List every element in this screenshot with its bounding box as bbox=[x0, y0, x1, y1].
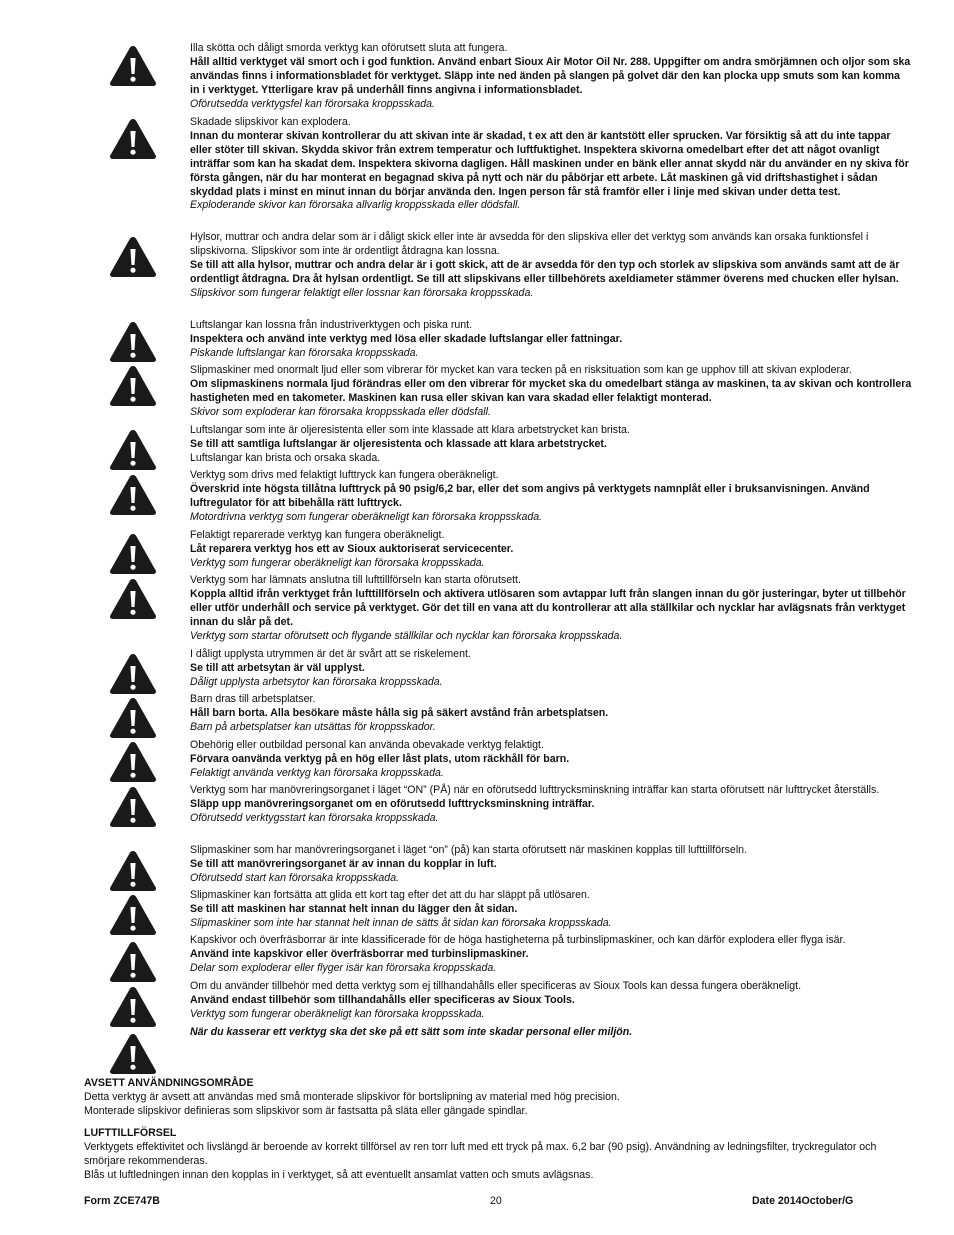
section-paragraph: Monterade slipskivor definieras som slipskivor som är fastsatta på släta eller gängade spindlar. bbox=[84, 1104, 528, 1117]
action-text: Se till att manövreringsorganet är av innan du kopplar in luft. bbox=[190, 857, 497, 870]
form-number: Form ZCE747B bbox=[84, 1195, 160, 1207]
warning-block bbox=[190, 469, 912, 525]
result-text: Verktyg som fungerar oberäkneligt kan förorsaka kroppsskada. bbox=[190, 1007, 485, 1020]
result-text: Oförutsedd verktygsstart kan förorsaka kroppsskada. bbox=[190, 811, 439, 824]
hazard-text: Verktyg som har lämnats anslutna till lufttillförseln kan starta oförutsett. bbox=[190, 574, 521, 586]
hazard-text: Kapskivor och överfräsborrar är inte klassificerade för de höga hastigheterna på turbinslipmaskiner, och kan därför explodera eller flyga isär. bbox=[190, 934, 846, 946]
warning-icon bbox=[108, 577, 158, 621]
result-text: Oförutsedda verktygsfel kan förorsaka kroppsskada. bbox=[190, 97, 435, 110]
result-text: Verktyg som startar oförutsett och flygande ställkilar och nycklar kan förorsaka kroppsskada. bbox=[190, 629, 623, 642]
action-text: Om slipmaskinens normala ljud förändras eller om den vibrerar för mycket ska du omedelbart stänga av maskinen, ta av skivan och kontrollera hastigheten med en takometer. Maskinen kan rusa eller skivan kan vara skadad eller felaktigt monterad. bbox=[190, 377, 912, 404]
warning-icon bbox=[108, 740, 158, 784]
warning-block bbox=[190, 739, 912, 781]
warning-block bbox=[190, 844, 912, 886]
result-text: Verktyg som fungerar oberäkneligt kan förorsaka kroppsskada. bbox=[190, 556, 485, 569]
hazard-text: Verktyg som drivs med felaktigt lufttryck kan fungera oberäkneligt. bbox=[190, 469, 499, 481]
action-text: Se till att alla hylsor, muttrar och andra delar är i gott skick, att de är avsedda för den typ och storlek av slipskiva som används samt att de är ordentligt åtdragna. Dra åt hylsan ordentligt. Se till att slipskivans eller tillbehörets axeldiameter stämmer överens med chucken eller hylsan. bbox=[190, 258, 900, 285]
warning-icon bbox=[108, 320, 158, 364]
result-text: Dåligt upplysta arbetsytor kan förorsaka kroppsskada. bbox=[190, 675, 443, 688]
result-text: Delar som exploderar eller flyger isär kan förorsaka kroppsskada. bbox=[190, 961, 497, 974]
warning-icon bbox=[108, 44, 158, 88]
hazard-text: Slipmaskiner som har manövreringsorganet i läget “on” (på) kan starta oförutsett när maskinen kopplas till lufttillförseln. bbox=[190, 844, 748, 856]
result-text: Slipskivor som fungerar felaktigt eller lossnar kan förorsaka kroppsskada. bbox=[190, 286, 534, 299]
warning-block bbox=[190, 784, 912, 826]
section-paragraph: Verktygets effektivitet och livslängd är beroende av korrekt tillförsel av ren torr luft med ett tryck på max. 6,2 bar (90 psig). Användning av ledningsfilter, tryckregulator och smörjare rekommenderas. bbox=[84, 1140, 877, 1167]
hazard-text: Obehörig eller outbildad personal kan använda obevakade verktyg felaktigt. bbox=[190, 739, 544, 751]
result-text: Piskande luftslangar kan förorsaka kroppsskada. bbox=[190, 346, 419, 359]
warning-icon bbox=[108, 785, 158, 829]
action-text: Se till att samtliga luftslangar är oljeresistenta och klassade att klara arbetstrycket. bbox=[190, 437, 607, 450]
action-text: Förvara oanvända verktyg på en hög eller låst plats, utom räckhåll för barn. bbox=[190, 752, 570, 765]
action-text: Inspektera och använd inte verktyg med lösa eller skadade luftslangar eller fattningar. bbox=[190, 332, 623, 345]
warning-icon bbox=[108, 428, 158, 472]
warning-icon bbox=[108, 473, 158, 517]
warning-block bbox=[190, 693, 912, 735]
action-text: Använd inte kapskivor eller överfräsborrar med turbinslipmaskiner. bbox=[190, 947, 529, 960]
warning-icon bbox=[108, 364, 158, 408]
result-text: Motordrivna verktyg som fungerar oberäkneligt kan förorsaka kroppsskada. bbox=[190, 510, 543, 523]
warning-icon bbox=[108, 117, 158, 161]
warning-block bbox=[190, 364, 912, 420]
action-text: Använd endast tillbehör som tillhandahålls eller specificeras av Sioux Tools. bbox=[190, 993, 575, 1006]
action-text: Innan du monterar skivan kontrollerar du att skivan inte är skadad, t ex att den är kantstött eller sprucken. Var försiktig så att du inte tappar eller stöter till skivan. Skydda skivor från extrem temperatur och luftfuktighet. Inspektera skivorna omedelbart efter det att något ovanligt inträffar som kan ha skadat dem. Inspektera skivorna dagligen. Håll maskinen under en bänk eller annat skydd när du använder en ny skiva för första gången, när du har monterat en begagnad skiva på nytt och när du påbörjar ett arbete. Låt maskinen gå vid driftshastighet i sådan skyddad plats i minst en minut innan du börjar använda den. Ingen person får stå framför eller i linje med skivan under detta test. bbox=[190, 129, 909, 198]
hazard-text: Luftslangar kan lossna från industriverktygen och piska runt. bbox=[190, 319, 473, 331]
warning-block bbox=[190, 424, 912, 466]
result-text: Luftslangar kan brista och orsaka skada. bbox=[190, 451, 381, 464]
hazard-text: Illa skötta och dåligt smorda verktyg kan oförutsett sluta att fungera. bbox=[190, 42, 508, 54]
warning-block bbox=[190, 980, 912, 1022]
action-text: Håll alltid verktyget väl smort och i god funktion. Använd enbart Sioux Air Motor Oil Nr. 288. Uppgifter om andra smörjämnen och oljor som ska användas finns i informationsbladet för verktyget. Släpp inte ned änden på slangen på golvet där den kan plocka upp smuts som kan komma in i verktyget. Ytterligare krav på underhåll finns angivna i informationsbladet. bbox=[190, 55, 911, 96]
warning-icon bbox=[108, 1032, 158, 1076]
form-date: Date 2014October/G bbox=[752, 1195, 854, 1207]
warning-icon bbox=[108, 696, 158, 740]
result-text: Exploderande skivor kan förorsaka allvarlig kroppsskada eller dödsfall. bbox=[190, 199, 521, 212]
hazard-text: Hylsor, muttrar och andra delar som är i dåligt skick eller inte är avsedda för den slipskiva eller det verktyg som används kan orsaka funktionsfel i slipskivorna. Slipskivor som inte är ordentligt åtdragna kan lossna. bbox=[190, 231, 869, 257]
warning-block bbox=[190, 574, 912, 644]
result-text: Skivor som exploderar kan förorsaka kroppsskada eller dödsfall. bbox=[190, 405, 491, 418]
page-number: 20 bbox=[490, 1195, 502, 1207]
intended-use-section bbox=[84, 1077, 914, 1119]
hazard-text: Skadade slipskivor kan explodera. bbox=[190, 116, 351, 128]
warning-block bbox=[190, 231, 912, 301]
hazard-text: Om du använder tillbehör med detta verktyg som ej tillhandahålls eller specificeras av Sioux Tools kan dessa fungera oberäkneligt. bbox=[190, 980, 802, 992]
warning-block bbox=[190, 648, 912, 690]
section-paragraph: Detta verktyg är avsett att användas med små monterade slipskivor för bortslipning av material med hög precision. bbox=[84, 1090, 620, 1103]
warning-block bbox=[190, 934, 912, 976]
warning-icon bbox=[108, 235, 158, 279]
action-text: Släpp upp manövreringsorganet om en oförutsedd lufttrycksminskning inträffar. bbox=[190, 797, 595, 810]
result-text: Oförutsedd start kan förorsaka kroppsskada. bbox=[190, 871, 400, 884]
hazard-text: I dåligt upplysta utrymmen är det är svårt att se riskelement. bbox=[190, 648, 471, 660]
action-text: Koppla alltid ifrån verktyget från lufttillförseln och aktivera utlösaren som avtappar luft från slangen innan du gör justeringar, byter ut tillbehör eller utför underhåll och service på verktyget. Gör det till en vana att du kontrollerar att alla ställkilar och nycklar har avlägsnats från verktyget innan du slår på det. bbox=[190, 587, 906, 628]
result-text: Felaktigt använda verktyg kan förorsaka kroppsskada. bbox=[190, 766, 444, 779]
warning-block bbox=[190, 319, 912, 361]
warning-icon bbox=[108, 849, 158, 893]
action-text: Håll barn borta. Alla besökare måste hålla sig på säkert avstånd från arbetsplatsen. bbox=[190, 706, 609, 719]
warning-block bbox=[190, 116, 912, 213]
section-heading: AVSETT ANVÄNDNINGSOMRÅDE bbox=[84, 1077, 254, 1089]
warning-icon bbox=[108, 532, 158, 576]
result-text: Slipmaskiner som inte har stannat helt innan de sätts åt sidan kan förorsaka kroppsskada. bbox=[190, 916, 612, 929]
warning-block bbox=[190, 889, 912, 931]
hazard-text: Luftslangar som inte är oljeresistenta eller som inte klassade att klara arbetstrycket kan brista. bbox=[190, 424, 630, 436]
warning-icon bbox=[108, 940, 158, 984]
hazard-text: Slipmaskiner kan fortsätta att glida ett kort tag efter det att du har släppt på utlösaren. bbox=[190, 889, 590, 901]
disposal-note: När du kasserar ett verktyg ska det ske på ett sätt som inte skadar personal eller miljön. bbox=[190, 1026, 633, 1038]
warning-icon bbox=[108, 652, 158, 696]
warning-icon bbox=[108, 893, 158, 937]
air-supply-section bbox=[84, 1127, 914, 1183]
hazard-text: Felaktigt reparerade verktyg kan fungera oberäkneligt. bbox=[190, 529, 445, 541]
action-text: Låt reparera verktyg hos ett av Sioux auktoriserat servicecenter. bbox=[190, 542, 514, 555]
warning-icon bbox=[108, 985, 158, 1029]
hazard-text: Slipmaskiner med onormalt ljud eller som vibrerar för mycket kan vara tecken på en risksituation som kan ge upphov till att skivan exploderar. bbox=[190, 364, 852, 376]
section-heading: LUFTTILLFÖRSEL bbox=[84, 1127, 177, 1139]
action-text: Se till att arbetsytan är väl upplyst. bbox=[190, 661, 365, 674]
action-text: Se till att maskinen har stannat helt innan du lägger den åt sidan. bbox=[190, 902, 518, 915]
result-text: Barn på arbetsplatser kan utsättas för kroppsskador. bbox=[190, 720, 436, 733]
section-paragraph: Blås ut luftledningen innan den kopplas in i verktyget, så att eventuellt ansamlat vatten och smuts avlägsnas. bbox=[84, 1168, 594, 1181]
warning-block bbox=[190, 42, 912, 112]
action-text: Överskrid inte högsta tillåtna lufttryck på 90 psig/6,2 bar, eller det som angivs på verktygets namnplåt eller i bruksanvisningen. Använd luftregulator för att bibehålla rätt lufttryck. bbox=[190, 482, 870, 509]
hazard-text: Barn dras till arbetsplatser. bbox=[190, 693, 316, 705]
warning-block bbox=[190, 529, 912, 571]
hazard-text: Verktyg som har manövreringsorganet i läget “ON” (PÅ) när en oförutsedd lufttrycksminskning inträffar kan starta oförutsett när lufttrycket återställs. bbox=[190, 784, 880, 796]
